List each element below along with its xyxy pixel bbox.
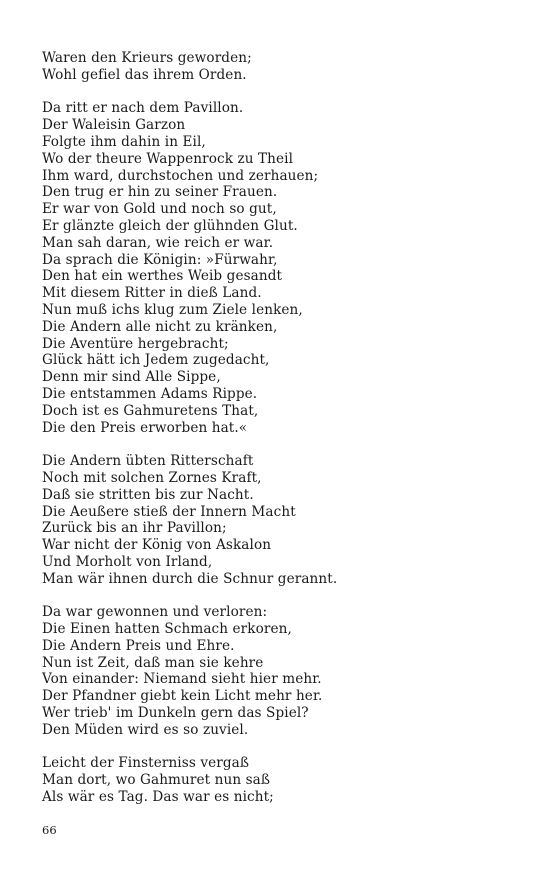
poem-line: Glück hätt ich Jedem zugedacht, (42, 352, 270, 369)
poem-line: Er war von Gold und noch so gut, (42, 201, 277, 218)
poem-line: Die Andern alle nicht zu kränken, (42, 318, 278, 335)
poem-line: Mit diesem Ritter in dieß Land. (42, 285, 262, 302)
page-number: 66 (42, 823, 57, 837)
poem-line: Da ritt er nach dem Pavillon. (42, 100, 244, 117)
poem-text (42, 50, 512, 823)
poem-line: Nun ist Zeit, daß man sie kehre (42, 654, 264, 671)
poem-line: Folgte ihm dahin in Eil, (42, 133, 206, 150)
poem-line: Die Einen hatten Schmach erkoren, (42, 621, 292, 638)
poem-line: Wo der theure Wappenrock zu Theil (42, 150, 294, 167)
poem-line: Da war gewonnen und verloren: (42, 604, 268, 621)
poem-line: Die den Preis erworben hat.« (42, 419, 248, 436)
poem-line: Nun muß ichs klug zum Ziele lenken, (42, 301, 303, 318)
poem-line: Wer trieb' im Dunkeln gern das Spiel? (42, 705, 309, 722)
poem-line: Man dort, wo Gahmuret nun saß (42, 772, 271, 789)
poem-line: Da sprach die Königin: »Fürwahr, (42, 251, 278, 268)
poem-line: Der Pfandner giebt kein Licht mehr her. (42, 688, 323, 705)
poem-line: Den trug er hin zu seiner Frauen. (42, 184, 278, 201)
poem-line: Waren den Krieurs geworden; (42, 50, 252, 66)
poem-line: Daß sie stritten bis zur Nacht. (42, 486, 254, 503)
poem-line: Den hat ein werthes Weib gesandt (42, 268, 283, 285)
stanza (42, 755, 512, 805)
poem-line: Den Müden wird es so zuviel. (42, 721, 249, 738)
poem-line: Denn mir sind Alle Sippe, (42, 369, 221, 386)
poem-line: Zurück bis an ihr Pavillon; (42, 520, 227, 537)
poem-line: War nicht der König von Askalon (42, 537, 272, 554)
poem-line: Leicht der Finsterniss vergaß (42, 755, 250, 772)
poem-line: Als wär es Tag. Das war es nicht; (42, 789, 274, 806)
poem-line: Die Aventüre hergebracht; (42, 335, 229, 352)
poem-line: Wohl gefiel das ihrem Orden. (42, 66, 247, 83)
poem-line: Noch mit solchen Zornes Kraft, (42, 469, 262, 486)
poem-line: Er glänzte gleich der glühnden Glut. (42, 217, 298, 234)
poem-line: Die Aeußere stieß der Innern Macht (42, 503, 296, 520)
poem-line: Von einander: Niemand sieht hier mehr. (42, 671, 322, 688)
poem-line: Die Andern Preis und Ehre. (42, 637, 235, 654)
stanza (42, 50, 512, 84)
poem-line: Doch ist es Gahmuretens That, (42, 402, 259, 419)
poem-line: Ihm ward, durchstochen und zerhauen; (42, 167, 319, 184)
poem-line: Und Morholt von Irland, (42, 553, 213, 570)
stanza (42, 604, 512, 738)
stanza (42, 453, 512, 587)
stanza (42, 100, 512, 436)
poem-line: Die Andern übten Ritterschaft (42, 453, 254, 470)
poem-line: Man wär ihnen durch die Schnur gerannt. (42, 570, 338, 587)
poem-line: Man sah daran, wie reich er war. (42, 234, 274, 251)
poem-line: Die entstammen Adams Rippe. (42, 385, 258, 402)
poem-line: Der Waleisin Garzon (42, 117, 186, 134)
